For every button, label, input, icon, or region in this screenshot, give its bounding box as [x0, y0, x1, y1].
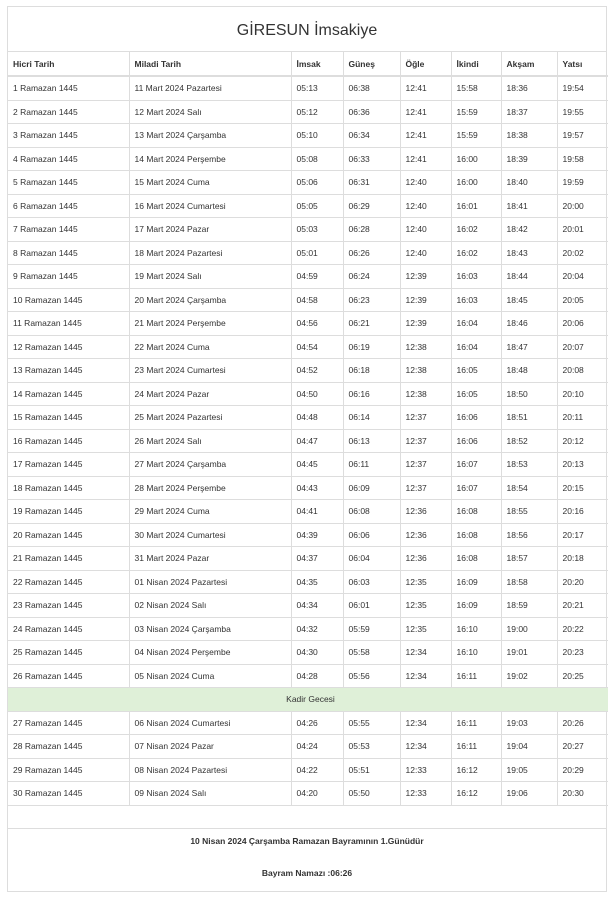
page-title: GİRESUN İmsakiye: [8, 7, 606, 52]
miladi-cell: 01 Nisan 2024 Pazartesi: [129, 570, 291, 594]
table-row: [8, 500, 608, 524]
gunes-cell: 06:14: [343, 406, 400, 430]
ogle-cell: 12:34: [400, 711, 451, 735]
header-gunes: Güneş: [343, 52, 400, 76]
miladi-cell: 23 Mart 2024 Cumartesi: [129, 359, 291, 383]
gunes-cell: 06:31: [343, 171, 400, 195]
gunes-cell: 06:28: [343, 218, 400, 242]
gunes-cell: 05:50: [343, 782, 400, 806]
gunes-cell: 06:06: [343, 523, 400, 547]
imsak-cell: 04:37: [291, 547, 343, 571]
ogle-cell: 12:35: [400, 570, 451, 594]
ikindi-cell: 16:09: [451, 570, 501, 594]
ogle-cell: 12:41: [400, 124, 451, 148]
miladi-cell: 27 Mart 2024 Çarşamba: [129, 453, 291, 477]
aksam-cell: 19:05: [501, 758, 557, 782]
ogle-cell: 12:38: [400, 382, 451, 406]
yatsi-cell: 20:02: [557, 241, 608, 265]
imsak-cell: 05:03: [291, 218, 343, 242]
ikindi-cell: 16:01: [451, 194, 501, 218]
yatsi-cell: 20:29: [557, 758, 608, 782]
imsak-cell: 04:20: [291, 782, 343, 806]
ikindi-cell: 16:05: [451, 382, 501, 406]
aksam-cell: 18:40: [501, 171, 557, 195]
imsak-cell: 04:39: [291, 523, 343, 547]
yatsi-cell: 20:13: [557, 453, 608, 477]
table-row: [8, 453, 608, 477]
gunes-cell: 06:16: [343, 382, 400, 406]
gunes-cell: 06:19: [343, 335, 400, 359]
ikindi-cell: 16:02: [451, 241, 501, 265]
table-row: [8, 288, 608, 312]
imsak-cell: 04:35: [291, 570, 343, 594]
hicri-cell: 7 Ramazan 1445: [8, 218, 129, 242]
aksam-cell: 19:00: [501, 617, 557, 641]
table-row: [8, 429, 608, 453]
hicri-cell: 27 Ramazan 1445: [8, 711, 129, 735]
imsak-cell: 04:58: [291, 288, 343, 312]
gunes-cell: 06:24: [343, 265, 400, 289]
aksam-cell: 18:43: [501, 241, 557, 265]
header-aksam: Akşam: [501, 52, 557, 76]
table-row: [8, 735, 608, 759]
ogle-cell: 12:40: [400, 171, 451, 195]
ikindi-cell: 16:12: [451, 758, 501, 782]
gunes-cell: 05:55: [343, 711, 400, 735]
miladi-cell: 31 Mart 2024 Pazar: [129, 547, 291, 571]
yatsi-cell: 20:12: [557, 429, 608, 453]
ogle-cell: 12:40: [400, 241, 451, 265]
hicri-cell: 25 Ramazan 1445: [8, 641, 129, 665]
gunes-cell: 06:13: [343, 429, 400, 453]
miladi-cell: 08 Nisan 2024 Pazartesi: [129, 758, 291, 782]
ikindi-cell: 16:10: [451, 641, 501, 665]
ikindi-cell: 16:09: [451, 594, 501, 618]
hicri-cell: 20 Ramazan 1445: [8, 523, 129, 547]
table-row: [8, 664, 608, 688]
table-row: [8, 406, 608, 430]
imsak-cell: 05:08: [291, 147, 343, 171]
gunes-cell: 05:53: [343, 735, 400, 759]
yatsi-cell: 20:30: [557, 782, 608, 806]
hicri-cell: 2 Ramazan 1445: [8, 100, 129, 124]
imsak-cell: 05:13: [291, 76, 343, 100]
table-row: [8, 359, 608, 383]
hicri-cell: 30 Ramazan 1445: [8, 782, 129, 806]
ikindi-cell: 16:02: [451, 218, 501, 242]
miladi-cell: 19 Mart 2024 Salı: [129, 265, 291, 289]
aksam-cell: 18:47: [501, 335, 557, 359]
yatsi-cell: 20:16: [557, 500, 608, 524]
aksam-cell: 19:06: [501, 782, 557, 806]
yatsi-cell: 20:04: [557, 265, 608, 289]
aksam-cell: 18:51: [501, 406, 557, 430]
table-row: [8, 100, 608, 124]
imsak-cell: 04:28: [291, 664, 343, 688]
hicri-cell: 6 Ramazan 1445: [8, 194, 129, 218]
ogle-cell: 12:35: [400, 594, 451, 618]
yatsi-cell: 19:59: [557, 171, 608, 195]
miladi-cell: 26 Mart 2024 Salı: [129, 429, 291, 453]
hicri-cell: 26 Ramazan 1445: [8, 664, 129, 688]
ikindi-cell: 16:06: [451, 429, 501, 453]
imsakiye-table: [8, 52, 608, 806]
miladi-cell: 17 Mart 2024 Pazar: [129, 218, 291, 242]
aksam-cell: 18:46: [501, 312, 557, 336]
miladi-cell: 16 Mart 2024 Cumartesi: [129, 194, 291, 218]
ogle-cell: 12:41: [400, 76, 451, 100]
table-row: [8, 171, 608, 195]
gunes-cell: 06:26: [343, 241, 400, 265]
miladi-cell: 20 Mart 2024 Çarşamba: [129, 288, 291, 312]
imsak-cell: 05:10: [291, 124, 343, 148]
aksam-cell: 18:44: [501, 265, 557, 289]
yatsi-cell: 20:27: [557, 735, 608, 759]
header-hicri: Hicri Tarih: [8, 52, 129, 76]
ikindi-cell: 16:07: [451, 453, 501, 477]
miladi-cell: 13 Mart 2024 Çarşamba: [129, 124, 291, 148]
hicri-cell: 16 Ramazan 1445: [8, 429, 129, 453]
aksam-cell: 18:48: [501, 359, 557, 383]
yatsi-cell: 20:18: [557, 547, 608, 571]
table-body-before: [8, 76, 608, 688]
miladi-cell: 21 Mart 2024 Perşembe: [129, 312, 291, 336]
yatsi-cell: 20:21: [557, 594, 608, 618]
imsak-cell: 04:32: [291, 617, 343, 641]
table-row: [8, 194, 608, 218]
imsak-cell: 04:52: [291, 359, 343, 383]
table-row: [8, 758, 608, 782]
ogle-cell: 12:34: [400, 641, 451, 665]
kadir-gecesi-label: Kadir Gecesi: [8, 688, 608, 712]
ikindi-cell: 16:12: [451, 782, 501, 806]
imsak-cell: 04:56: [291, 312, 343, 336]
ikindi-cell: 16:00: [451, 147, 501, 171]
table-body-after: [8, 711, 608, 805]
ikindi-cell: 16:11: [451, 664, 501, 688]
yatsi-cell: 20:17: [557, 523, 608, 547]
miladi-cell: 15 Mart 2024 Cuma: [129, 171, 291, 195]
aksam-cell: 19:02: [501, 664, 557, 688]
table-row: [8, 147, 608, 171]
kadir-gecesi-row: [8, 688, 608, 712]
table-row: [8, 265, 608, 289]
yatsi-cell: 20:08: [557, 359, 608, 383]
header-ikindi: İkindi: [451, 52, 501, 76]
hicri-cell: 21 Ramazan 1445: [8, 547, 129, 571]
yatsi-cell: 20:22: [557, 617, 608, 641]
ikindi-cell: 16:08: [451, 547, 501, 571]
hicri-cell: 13 Ramazan 1445: [8, 359, 129, 383]
imsak-cell: 04:24: [291, 735, 343, 759]
ogle-cell: 12:37: [400, 476, 451, 500]
table-row: [8, 312, 608, 336]
ogle-cell: 12:40: [400, 218, 451, 242]
aksam-cell: 18:59: [501, 594, 557, 618]
gunes-cell: 06:18: [343, 359, 400, 383]
aksam-cell: 18:56: [501, 523, 557, 547]
gunes-cell: 06:34: [343, 124, 400, 148]
hicri-cell: 3 Ramazan 1445: [8, 124, 129, 148]
gunes-cell: 06:23: [343, 288, 400, 312]
aksam-cell: 18:50: [501, 382, 557, 406]
gunes-cell: 05:51: [343, 758, 400, 782]
table-row: [8, 594, 608, 618]
ogle-cell: 12:34: [400, 735, 451, 759]
table-header-row: [8, 52, 608, 76]
miladi-cell: 29 Mart 2024 Cuma: [129, 500, 291, 524]
ikindi-cell: 15:59: [451, 100, 501, 124]
ogle-cell: 12:41: [400, 100, 451, 124]
imsak-cell: 04:26: [291, 711, 343, 735]
gunes-cell: 06:21: [343, 312, 400, 336]
miladi-cell: 12 Mart 2024 Salı: [129, 100, 291, 124]
ikindi-cell: 16:07: [451, 476, 501, 500]
gunes-cell: 06:03: [343, 570, 400, 594]
yatsi-cell: 20:01: [557, 218, 608, 242]
imsak-cell: 05:05: [291, 194, 343, 218]
imsak-cell: 04:54: [291, 335, 343, 359]
miladi-cell: 11 Mart 2024 Pazartesi: [129, 76, 291, 100]
yatsi-cell: 20:06: [557, 312, 608, 336]
bayram-namazi: Bayram Namazı :06:26: [261, 867, 353, 878]
yatsi-cell: 20:10: [557, 382, 608, 406]
aksam-cell: 18:38: [501, 124, 557, 148]
hicri-cell: 17 Ramazan 1445: [8, 453, 129, 477]
ikindi-cell: 16:08: [451, 500, 501, 524]
imsak-cell: 04:59: [291, 265, 343, 289]
header-ogle: Öğle: [400, 52, 451, 76]
hicri-cell: 4 Ramazan 1445: [8, 147, 129, 171]
table-row: [8, 641, 608, 665]
table-row: [8, 617, 608, 641]
hicri-cell: 18 Ramazan 1445: [8, 476, 129, 500]
yatsi-cell: 19:57: [557, 124, 608, 148]
ikindi-cell: 16:04: [451, 335, 501, 359]
ogle-cell: 12:39: [400, 312, 451, 336]
aksam-cell: 18:54: [501, 476, 557, 500]
table-row: [8, 570, 608, 594]
hicri-cell: 10 Ramazan 1445: [8, 288, 129, 312]
miladi-cell: 05 Nisan 2024 Cuma: [129, 664, 291, 688]
ikindi-cell: 16:06: [451, 406, 501, 430]
ikindi-cell: 16:03: [451, 288, 501, 312]
miladi-cell: 02 Nisan 2024 Salı: [129, 594, 291, 618]
gunes-cell: 06:09: [343, 476, 400, 500]
hicri-cell: 23 Ramazan 1445: [8, 594, 129, 618]
hicri-cell: 11 Ramazan 1445: [8, 312, 129, 336]
miladi-cell: 22 Mart 2024 Cuma: [129, 335, 291, 359]
gunes-cell: 05:56: [343, 664, 400, 688]
gunes-cell: 06:38: [343, 76, 400, 100]
gunes-cell: 06:04: [343, 547, 400, 571]
ikindi-cell: 16:08: [451, 523, 501, 547]
gunes-cell: 06:36: [343, 100, 400, 124]
header-miladi: Miladi Tarih: [129, 52, 291, 76]
hicri-cell: 14 Ramazan 1445: [8, 382, 129, 406]
yatsi-cell: 20:15: [557, 476, 608, 500]
hicri-cell: 8 Ramazan 1445: [8, 241, 129, 265]
hicri-cell: 1 Ramazan 1445: [8, 76, 129, 100]
gunes-cell: 06:01: [343, 594, 400, 618]
hicri-cell: 12 Ramazan 1445: [8, 335, 129, 359]
aksam-cell: 19:04: [501, 735, 557, 759]
aksam-cell: 18:58: [501, 570, 557, 594]
imsakiye-panel: [7, 6, 607, 892]
table-row: [8, 335, 608, 359]
ikindi-cell: 15:59: [451, 124, 501, 148]
ikindi-cell: 16:11: [451, 711, 501, 735]
yatsi-cell: 20:20: [557, 570, 608, 594]
miladi-cell: 25 Mart 2024 Pazartesi: [129, 406, 291, 430]
ogle-cell: 12:37: [400, 453, 451, 477]
imsak-cell: 04:41: [291, 500, 343, 524]
imsak-cell: 04:43: [291, 476, 343, 500]
table-row: [8, 124, 608, 148]
table-spacer: [8, 806, 606, 829]
aksam-cell: 18:45: [501, 288, 557, 312]
aksam-cell: 18:39: [501, 147, 557, 171]
ogle-cell: 12:36: [400, 547, 451, 571]
yatsi-cell: 20:23: [557, 641, 608, 665]
table-row: [8, 218, 608, 242]
ogle-cell: 12:33: [400, 758, 451, 782]
imsak-cell: 04:30: [291, 641, 343, 665]
miladi-cell: 04 Nisan 2024 Perşembe: [129, 641, 291, 665]
miladi-cell: 14 Mart 2024 Perşembe: [129, 147, 291, 171]
ogle-cell: 12:34: [400, 664, 451, 688]
yatsi-cell: 20:07: [557, 335, 608, 359]
imsak-cell: 05:12: [291, 100, 343, 124]
hicri-cell: 29 Ramazan 1445: [8, 758, 129, 782]
yatsi-cell: 20:25: [557, 664, 608, 688]
aksam-cell: 18:42: [501, 218, 557, 242]
imsak-cell: 05:06: [291, 171, 343, 195]
ikindi-cell: 16:00: [451, 171, 501, 195]
header-yatsi: Yatsı: [557, 52, 608, 76]
ogle-cell: 12:38: [400, 335, 451, 359]
ogle-cell: 12:39: [400, 288, 451, 312]
aksam-cell: 18:53: [501, 453, 557, 477]
ogle-cell: 12:36: [400, 500, 451, 524]
aksam-cell: 19:03: [501, 711, 557, 735]
table-row: [8, 476, 608, 500]
imsak-cell: 04:34: [291, 594, 343, 618]
kadir-section: [8, 688, 608, 712]
hicri-cell: 24 Ramazan 1445: [8, 617, 129, 641]
table-row: [8, 76, 608, 100]
miladi-cell: 30 Mart 2024 Cumartesi: [129, 523, 291, 547]
gunes-cell: 06:33: [343, 147, 400, 171]
yatsi-cell: 20:11: [557, 406, 608, 430]
miladi-cell: 03 Nisan 2024 Çarşamba: [129, 617, 291, 641]
aksam-cell: 18:36: [501, 76, 557, 100]
gunes-cell: 06:29: [343, 194, 400, 218]
imsak-cell: 04:22: [291, 758, 343, 782]
miladi-cell: 06 Nisan 2024 Cumartesi: [129, 711, 291, 735]
table-row: [8, 523, 608, 547]
imsak-cell: 04:48: [291, 406, 343, 430]
aksam-cell: 18:37: [501, 100, 557, 124]
yatsi-cell: 19:54: [557, 76, 608, 100]
gunes-cell: 05:58: [343, 641, 400, 665]
yatsi-cell: 20:00: [557, 194, 608, 218]
hicri-cell: 28 Ramazan 1445: [8, 735, 129, 759]
hicri-cell: 19 Ramazan 1445: [8, 500, 129, 524]
ikindi-cell: 16:04: [451, 312, 501, 336]
ikindi-cell: 16:10: [451, 617, 501, 641]
ogle-cell: 12:35: [400, 617, 451, 641]
table-row: [8, 241, 608, 265]
miladi-cell: 18 Mart 2024 Pazartesi: [129, 241, 291, 265]
miladi-cell: 28 Mart 2024 Perşembe: [129, 476, 291, 500]
ogle-cell: 12:38: [400, 359, 451, 383]
ogle-cell: 12:33: [400, 782, 451, 806]
ogle-cell: 12:36: [400, 523, 451, 547]
aksam-cell: 18:52: [501, 429, 557, 453]
imsak-cell: 05:01: [291, 241, 343, 265]
yatsi-cell: 20:05: [557, 288, 608, 312]
hicri-cell: 22 Ramazan 1445: [8, 570, 129, 594]
table-row: [8, 547, 608, 571]
yatsi-cell: 20:26: [557, 711, 608, 735]
yatsi-cell: 19:58: [557, 147, 608, 171]
gunes-cell: 06:08: [343, 500, 400, 524]
miladi-cell: 07 Nisan 2024 Pazar: [129, 735, 291, 759]
table-row: [8, 711, 608, 735]
imsak-cell: 04:50: [291, 382, 343, 406]
ikindi-cell: 15:58: [451, 76, 501, 100]
imsak-cell: 04:47: [291, 429, 343, 453]
bayram-info: 10 Nisan 2024 Çarşamba Ramazan Bayramının 1.Günüdür: [190, 835, 424, 846]
ogle-cell: 12:41: [400, 147, 451, 171]
aksam-cell: 18:55: [501, 500, 557, 524]
ogle-cell: 12:37: [400, 429, 451, 453]
gunes-cell: 06:11: [343, 453, 400, 477]
ikindi-cell: 16:03: [451, 265, 501, 289]
miladi-cell: 24 Mart 2024 Pazar: [129, 382, 291, 406]
hicri-cell: 9 Ramazan 1445: [8, 265, 129, 289]
ogle-cell: 12:37: [400, 406, 451, 430]
gunes-cell: 05:59: [343, 617, 400, 641]
hicri-cell: 5 Ramazan 1445: [8, 171, 129, 195]
table-row: [8, 382, 608, 406]
imsak-cell: 04:45: [291, 453, 343, 477]
miladi-cell: 09 Nisan 2024 Salı: [129, 782, 291, 806]
ikindi-cell: 16:11: [451, 735, 501, 759]
aksam-cell: 19:01: [501, 641, 557, 665]
yatsi-cell: 19:55: [557, 100, 608, 124]
ogle-cell: 12:40: [400, 194, 451, 218]
hicri-cell: 15 Ramazan 1445: [8, 406, 129, 430]
table-row: [8, 782, 608, 806]
header-imsak: İmsak: [291, 52, 343, 76]
ogle-cell: 12:39: [400, 265, 451, 289]
aksam-cell: 18:41: [501, 194, 557, 218]
aksam-cell: 18:57: [501, 547, 557, 571]
ikindi-cell: 16:05: [451, 359, 501, 383]
